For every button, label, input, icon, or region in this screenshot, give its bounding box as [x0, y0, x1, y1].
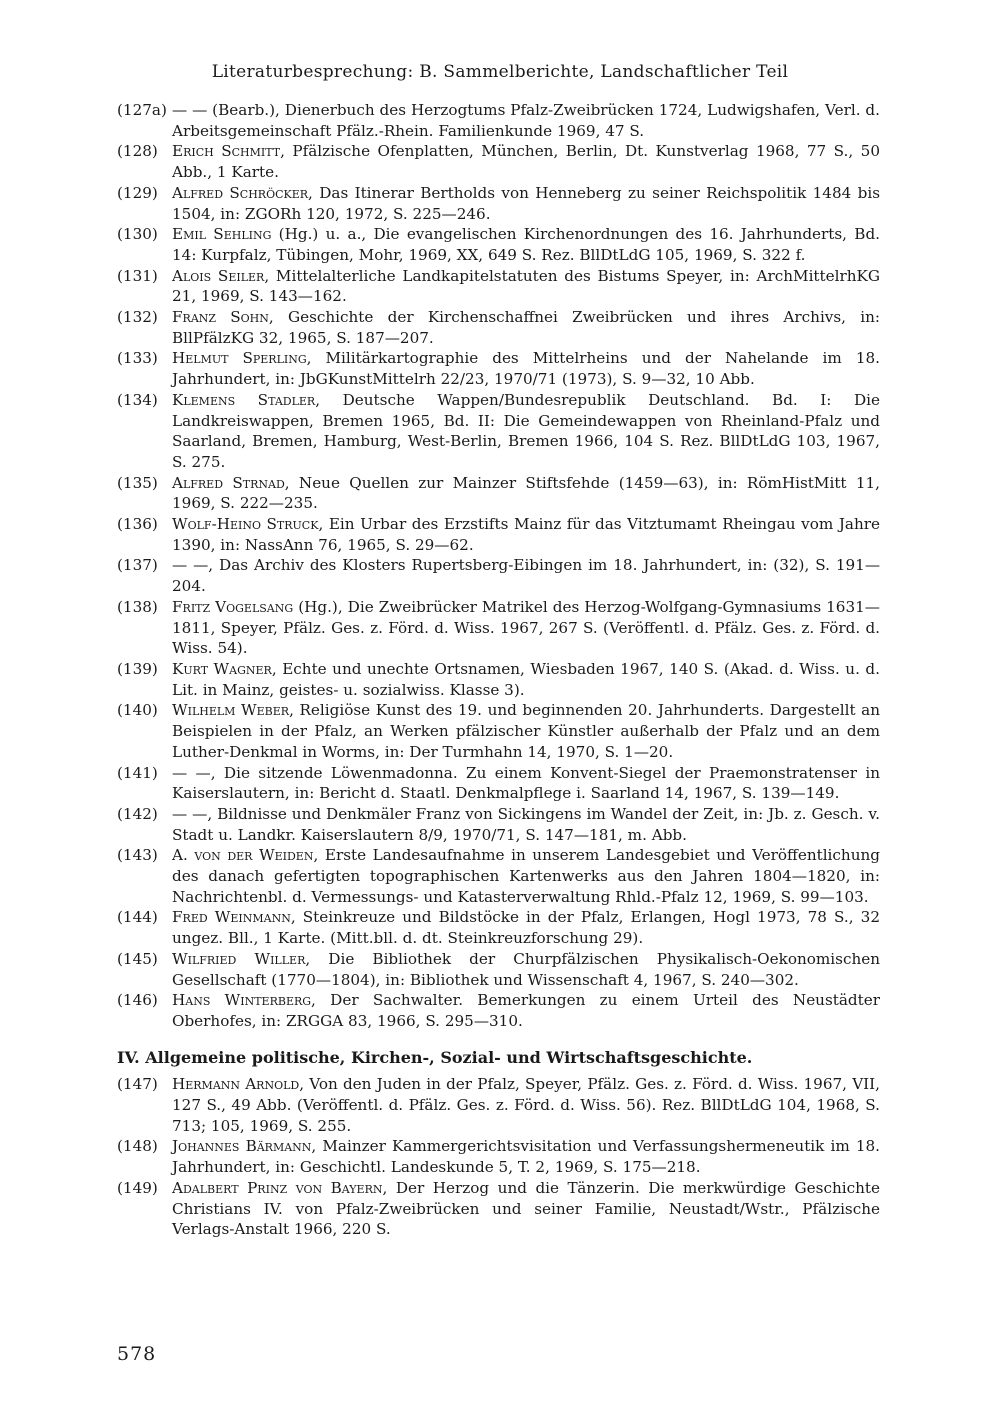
bibliography-entry: [117, 1074, 880, 1136]
entry-number: (131): [117, 266, 158, 285]
entry-number: (141): [117, 763, 158, 782]
entry-text: (Hg.), Die Zweibrücker Matrikel des Herzog-Wolfgang-Gymnasiums 1631—1811, Speyer, Pfälz. Ges. z. Förd. d. Wiss. 1967, 267 S. (Veröffentl. d. Pfälz. Ges. z. Förd. d. Wiss. 54).: [172, 597, 880, 658]
entry-number: (142): [117, 804, 158, 823]
entry-number: (127a): [117, 101, 167, 119]
entry-text: , Der Sachwalter. Bemerkungen zu einem Urteil des Neustädter Oberhofes, in: ZRGGA 83, 1966, S. 295—310.: [172, 991, 880, 1030]
entry-number: (148): [117, 1137, 158, 1156]
entry-number: (135): [117, 473, 158, 492]
entry-author: Fred Weinmann: [172, 908, 291, 927]
entry-text: , Die sitzende Löwenmadonna. Zu einem Konvent-Siegel der Praemonstratenser in Kaiserslautern, in: Bericht d. Staatl. Denkmalpflege i. Saarland 14, 1967, S. 139—149.: [172, 763, 880, 803]
bibliography-entry: [117, 473, 880, 514]
bibliography-entry: [117, 659, 880, 700]
bibliography-entry: [117, 514, 880, 555]
entry-number: (140): [117, 701, 158, 720]
entry-author: Hermann Arnold: [172, 1075, 300, 1094]
entry-number: (128): [117, 142, 158, 161]
entry-author: Helmut Sperling: [172, 349, 307, 368]
running-head: Literaturbesprechung: B. Sammelberichte, Landschaftlicher Teil: [211, 62, 789, 82]
bibliography: [117, 100, 880, 1240]
entry-author: Alfred Strnad: [172, 473, 285, 492]
entry-number: (146): [117, 991, 158, 1010]
bibliography-entry: [117, 555, 880, 596]
entry-author: Alfred Schröcker: [172, 183, 309, 202]
entry-author: Adalbert Prinz von Bayern: [172, 1178, 383, 1197]
entry-text: , Steinkreuze und Bildstöcke in der Pfalz, Erlangen, Hogl 1973, 78 S., 32 ungez. Bll., 1 Karte. (Mitt.bll. d. dt. Steinkreuzforschung 29).: [172, 908, 880, 948]
bibliography-entry: [117, 804, 880, 845]
entry-author: A. von der Weiden: [172, 846, 314, 865]
entry-text: , Religiöse Kunst des 19. und beginnenden 20. Jahrhunderts. Dargestellt an Beispielen in der Pfalz, an Werken pfälzischer Künstler außerhalb der Pfalz und an dem Luther-Denkmal in Worms, in: Der Turmhahn 14, 1970, S. 1—20.: [172, 701, 880, 761]
bibliography-entry: [117, 1136, 880, 1177]
entry-text: , Deutsche Wappen/Bundesrepublik Deutschland. Bd. I: Die Landkreiswappen, Bremen 1965, Bd. II: Die Gemeindewappen von Rheinland-Pfalz und Saarland, Bremen, Hamburg, West-Berlin, Bremen 1966, 104 S. Rez. BllDtLdG 103, 1967, S. 275.: [172, 390, 880, 471]
entry-author: Wolf-Heino Struck: [172, 515, 319, 534]
entry-text: (Bearb.), Dienerbuch des Herzogtums Pfalz-Zweibrücken 1724, Ludwigshafen, Verl. d. Arbeitsgemeinschaft Pfälz.-Rhein. Familienkunde 1969, 47 S.: [172, 101, 880, 140]
entry-text: , Echte und unechte Ortsnamen, Wiesbaden 1967, 140 S. (Akad. d. Wiss. u. d. Lit. in Mainz, geistes- u. sozialwiss. Klasse 3).: [172, 659, 880, 699]
bibliography-entry: [117, 763, 880, 804]
entry-author: Wilfried Willer: [172, 949, 306, 968]
bibliography-entry: [117, 597, 880, 659]
entry-text: , Militärkartographie des Mittelrheins und der Nahelande im 18. Jahrhundert, in: JbGKunstMittelrh 22/23, 1970/71 (1973), S. 9—32, 10 Abb.: [172, 349, 880, 389]
bibliography-entry: [117, 949, 880, 990]
entry-author: — —: [172, 556, 209, 575]
entry-number: (143): [117, 846, 158, 865]
section-heading: IV. Allgemeine politische, Kirchen-, Sozial- und Wirtschaftsgeschichte.: [117, 1047, 753, 1067]
entry-number: (130): [117, 225, 158, 244]
bibliography-entry: [117, 100, 880, 141]
bibliography-entry: [117, 1178, 880, 1240]
entry-text: , Neue Quellen zur Mainzer Stiftsfehde (1459—63), in: RömHistMitt 11, 1969, S. 222—235.: [172, 473, 880, 513]
bibliography-entry: [117, 183, 880, 224]
entry-text: , Die Bibliothek der Churpfälzischen Physikalisch-Oekonomischen Gesellschaft (1770—1804), in: Bibliothek und Wissenschaft 4, 1967, S. 240—302.: [172, 949, 881, 989]
entry-text: , Erste Landesaufnahme in unserem Landesgebiet und Veröffentlichung des danach gefertigten topographischen Kartenwerks aus den Jahren 1804—1820, in: Nachrichtenbl. d. Vermessungs- und Katasterverwaltung Rhld.-Pfalz 12, 1969, S. 99—103.: [172, 846, 880, 906]
entry-text: , Das Itinerar Bertholds von Henneberg zu seiner Reichspolitik 1484 bis 1504, in: ZGORh 120, 1972, S. 225—246.: [172, 183, 880, 223]
bibliography-part-2: [117, 1074, 880, 1240]
entry-author: Franz Sohn: [172, 308, 269, 327]
bibliography-entry: [117, 266, 880, 307]
entry-number: (138): [117, 597, 158, 616]
entry-text: , Der Herzog und die Tänzerin. Die merkwürdige Geschichte Christians IV. von Pfalz-Zweibrücken und seiner Familie, Neustadt/Wstr., Pfälzische Verlags-Anstalt 1966, 220 S.: [172, 1178, 880, 1239]
entry-author: Johannes Bärmann: [172, 1137, 312, 1156]
entry-text: , Geschichte der Kirchenschaffnei Zweibrücken und ihres Archivs, in: BllPfälzKG 32, 1965, S. 187—207.: [172, 308, 880, 347]
bibliography-entry: [117, 990, 880, 1031]
page-number: 578: [117, 1343, 157, 1365]
entry-author: Fritz Vogelsang: [172, 597, 294, 616]
entry-number: (133): [117, 349, 158, 368]
entry-number: (139): [117, 659, 158, 678]
bibliography-entry: [117, 390, 880, 473]
entry-author: — —: [172, 804, 208, 823]
entry-number: (144): [117, 908, 158, 927]
bibliography-entry: [117, 141, 880, 182]
entry-author: — —: [172, 101, 208, 119]
bibliography-part-1: [117, 100, 880, 1032]
entry-author: Alois Seiler: [172, 266, 265, 285]
entry-number: (149): [117, 1178, 158, 1197]
entry-number: (137): [117, 556, 158, 575]
entry-text: , Ein Urbar des Erzstifts Mainz für das Vitztumamt Rheingau vom Jahre 1390, in: NassAnn 76, 1965, S. 29—62.: [172, 515, 880, 554]
entry-text: , Bildnisse und Denkmäler Franz von Sickingens im Wandel der Zeit, in: Jb. z. Gesch. v. Stadt u. Landkr. Kaiserslautern 8/9, 1970/71, S. 147—181, m. Abb.: [172, 804, 880, 844]
entry-number: (132): [117, 308, 158, 327]
entry-number: (147): [117, 1075, 158, 1094]
entry-text: , Das Archiv des Klosters Rupertsberg-Eibingen im 18. Jahrhundert, in: (32), S. 191—204.: [172, 556, 881, 596]
bibliography-entry: [117, 700, 880, 762]
entry-author: Klemens Stadler: [172, 390, 316, 409]
entry-author: Erich Schmitt: [172, 142, 281, 161]
entry-text: , Mittelalterliche Landkapitelstatuten des Bistums Speyer, in: ArchMittelrhKG 21, 1969, S. 143—162.: [172, 266, 880, 306]
entry-text: , Pfälzische Ofenplatten, München, Berlin, Dt. Kunstverlag 1968, 77 S., 50 Abb., 1 Karte.: [172, 142, 880, 182]
entry-number: (129): [117, 183, 158, 202]
entry-author: Wilhelm Weber: [172, 701, 290, 720]
entry-author: Emil Sehling: [172, 225, 272, 244]
entry-author: — —: [172, 763, 211, 782]
bibliography-entry: [117, 307, 880, 348]
bibliography-entry: [117, 845, 880, 907]
bibliography-entry: [117, 348, 880, 389]
entry-number: (136): [117, 515, 158, 534]
entry-number: (134): [117, 390, 158, 409]
entry-author: Kurt Wagner: [172, 659, 272, 678]
entry-text: , Von den Juden in der Pfalz, Speyer, Pfälz. Ges. z. Förd. d. Wiss. 1967, VII, 127 S., 49 Abb. (Veröffentl. d. Pfälz. Ges. z. Förd. d. Wiss. 56). Rez. BllDtLdG 104, 1968, S. 713; 105, 1969, S. 255.: [172, 1075, 880, 1135]
entry-text: , Mainzer Kammergerichtsvisitation und Verfassungshermeneutik im 18. Jahrhundert, in: Geschichtl. Landeskunde 5, T. 2, 1969, S. 175—218.: [172, 1137, 880, 1177]
entry-author: Hans Winterberg: [172, 991, 312, 1010]
bibliography-entry: [117, 907, 880, 948]
entry-text: (Hg.) u. a., Die evangelischen Kirchenordnungen des 16. Jahrhunderts, Bd. 14: Kurpfalz, Tübingen, Mohr, 1969, XX, 649 S. Rez. BllDtLdG 105, 1969, S. 322 f.: [172, 225, 881, 264]
bibliography-entry: [117, 224, 880, 265]
entry-number: (145): [117, 949, 158, 968]
